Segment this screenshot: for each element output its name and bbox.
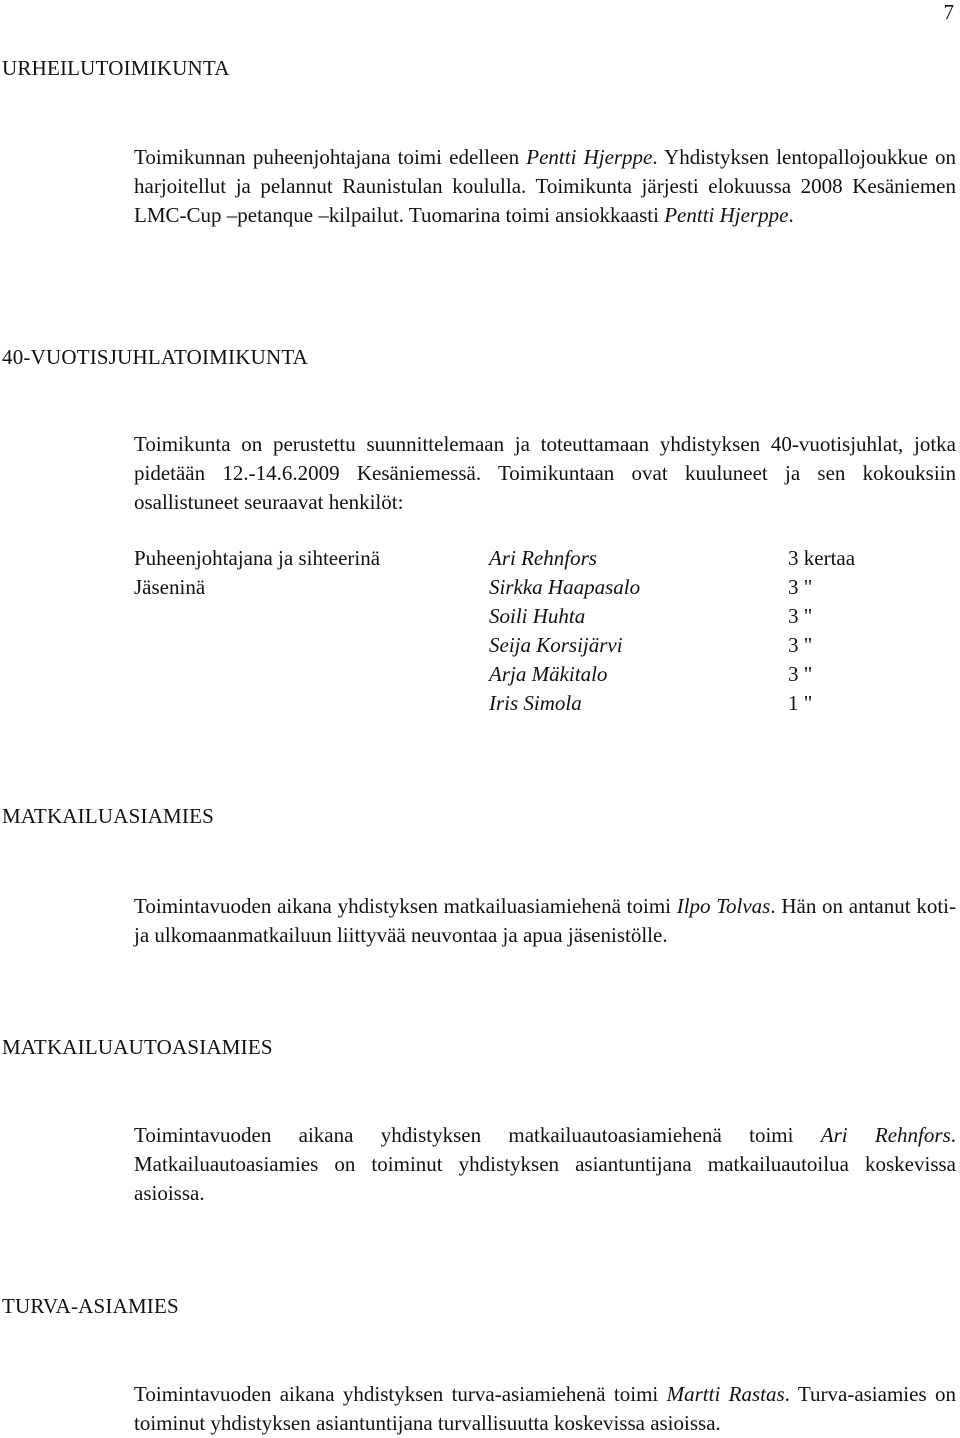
section-heading-juhlatoimikunta: 40-VUOTISJUHLATOIMIKUNTA <box>2 345 309 369</box>
member-count: 3 " <box>788 575 813 599</box>
section-heading-turva-asiamies: TURVA-ASIAMIES <box>2 1294 179 1318</box>
page-number: 7 <box>943 0 954 24</box>
member-name: Arja Mäkitalo <box>489 662 608 686</box>
member-row <box>134 689 956 718</box>
person-name: Pentti Hjerppe <box>664 203 789 227</box>
member-count: 3 " <box>788 633 813 657</box>
person-name: Ilpo Tolvas <box>676 894 771 918</box>
member-list <box>134 544 956 718</box>
member-role: Puheenjohtajana ja sihteerinä <box>134 546 381 570</box>
paragraph-juhlatoimikunta: Toimikunta on perustettu suunnittelemaan ja toteuttamaan yhdistyksen 40-vuotisjuhlat, jotka pidetään 12.-14.6.2009 Kesäniemessä. Toimikuntaan ovat kuuluneet ja sen kokouksiin osallistuneet seuraavat henkilöt: <box>134 432 956 514</box>
member-name: Soili Huhta <box>489 604 586 628</box>
person-name: Martti Rastas <box>666 1382 785 1406</box>
paragraph-matkailuasiamies: Toimintavuoden aikana yhdistyksen matkailuasiamiehenä toimi Ilpo Tolvas. Hän on antanut koti- ja ulkomaanmatkailuun liittyvää neuvontaa ja apua jäsenistölle. <box>134 894 956 947</box>
paragraph-urheilutoimikunta: Toimikunnan puheenjohtajana toimi edelleen Pentti Hjerppe. Yhdistyksen lentopallojoukkue on harjoitellut ja pelannut Raunistulan koululla. Toimikunta järjesti elokuussa 2008 Kesäniemen LMC-Cup –petanque –kilpailut. Tuomarina toimi ansiokkaasti Pentti Hjerppe. <box>134 145 956 227</box>
member-name: Seija Korsijärvi <box>489 633 623 657</box>
person-name: Ari Rehnfors <box>820 1123 951 1147</box>
member-role: Jäseninä <box>134 575 206 599</box>
section-heading-matkailuautoasiamies: MATKAILUAUTOASIAMIES <box>2 1035 273 1059</box>
member-row <box>134 660 956 689</box>
member-row <box>134 573 956 602</box>
paragraph-turva-asiamies: Toimintavuoden aikana yhdistyksen turva-asiamiehenä toimi Martti Rastas. Turva-asiamies on toiminut yhdistyksen asiantuntijana turvallisuutta koskevissa asioissa. <box>134 1382 956 1435</box>
member-name: Ari Rehnfors <box>489 546 597 570</box>
section-heading-urheilutoimikunta: URHEILUTOIMIKUNTA <box>2 56 230 80</box>
member-count: 3 " <box>788 604 813 628</box>
person-name: Pentti Hjerppe <box>526 145 653 169</box>
member-row <box>134 602 956 631</box>
member-count: 3 " <box>788 662 813 686</box>
member-count: 3 kertaa <box>788 546 856 570</box>
member-count: 1 " <box>788 691 813 715</box>
paragraph-matkailuautoasiamies: Toimintavuoden aikana yhdistyksen matkailuautoasiamiehenä toimi Ari Rehnfors. Matkailuautoasiamies on toiminut yhdistyksen asiantuntijana matkailuautoilua koskevissa asioissa. <box>134 1123 956 1205</box>
section-heading-matkailuasiamies: MATKAILUASIAMIES <box>2 804 215 828</box>
member-name: Sirkka Haapasalo <box>489 575 641 599</box>
member-row <box>134 631 956 660</box>
member-name: Iris Simola <box>489 691 582 715</box>
member-row <box>134 544 956 573</box>
